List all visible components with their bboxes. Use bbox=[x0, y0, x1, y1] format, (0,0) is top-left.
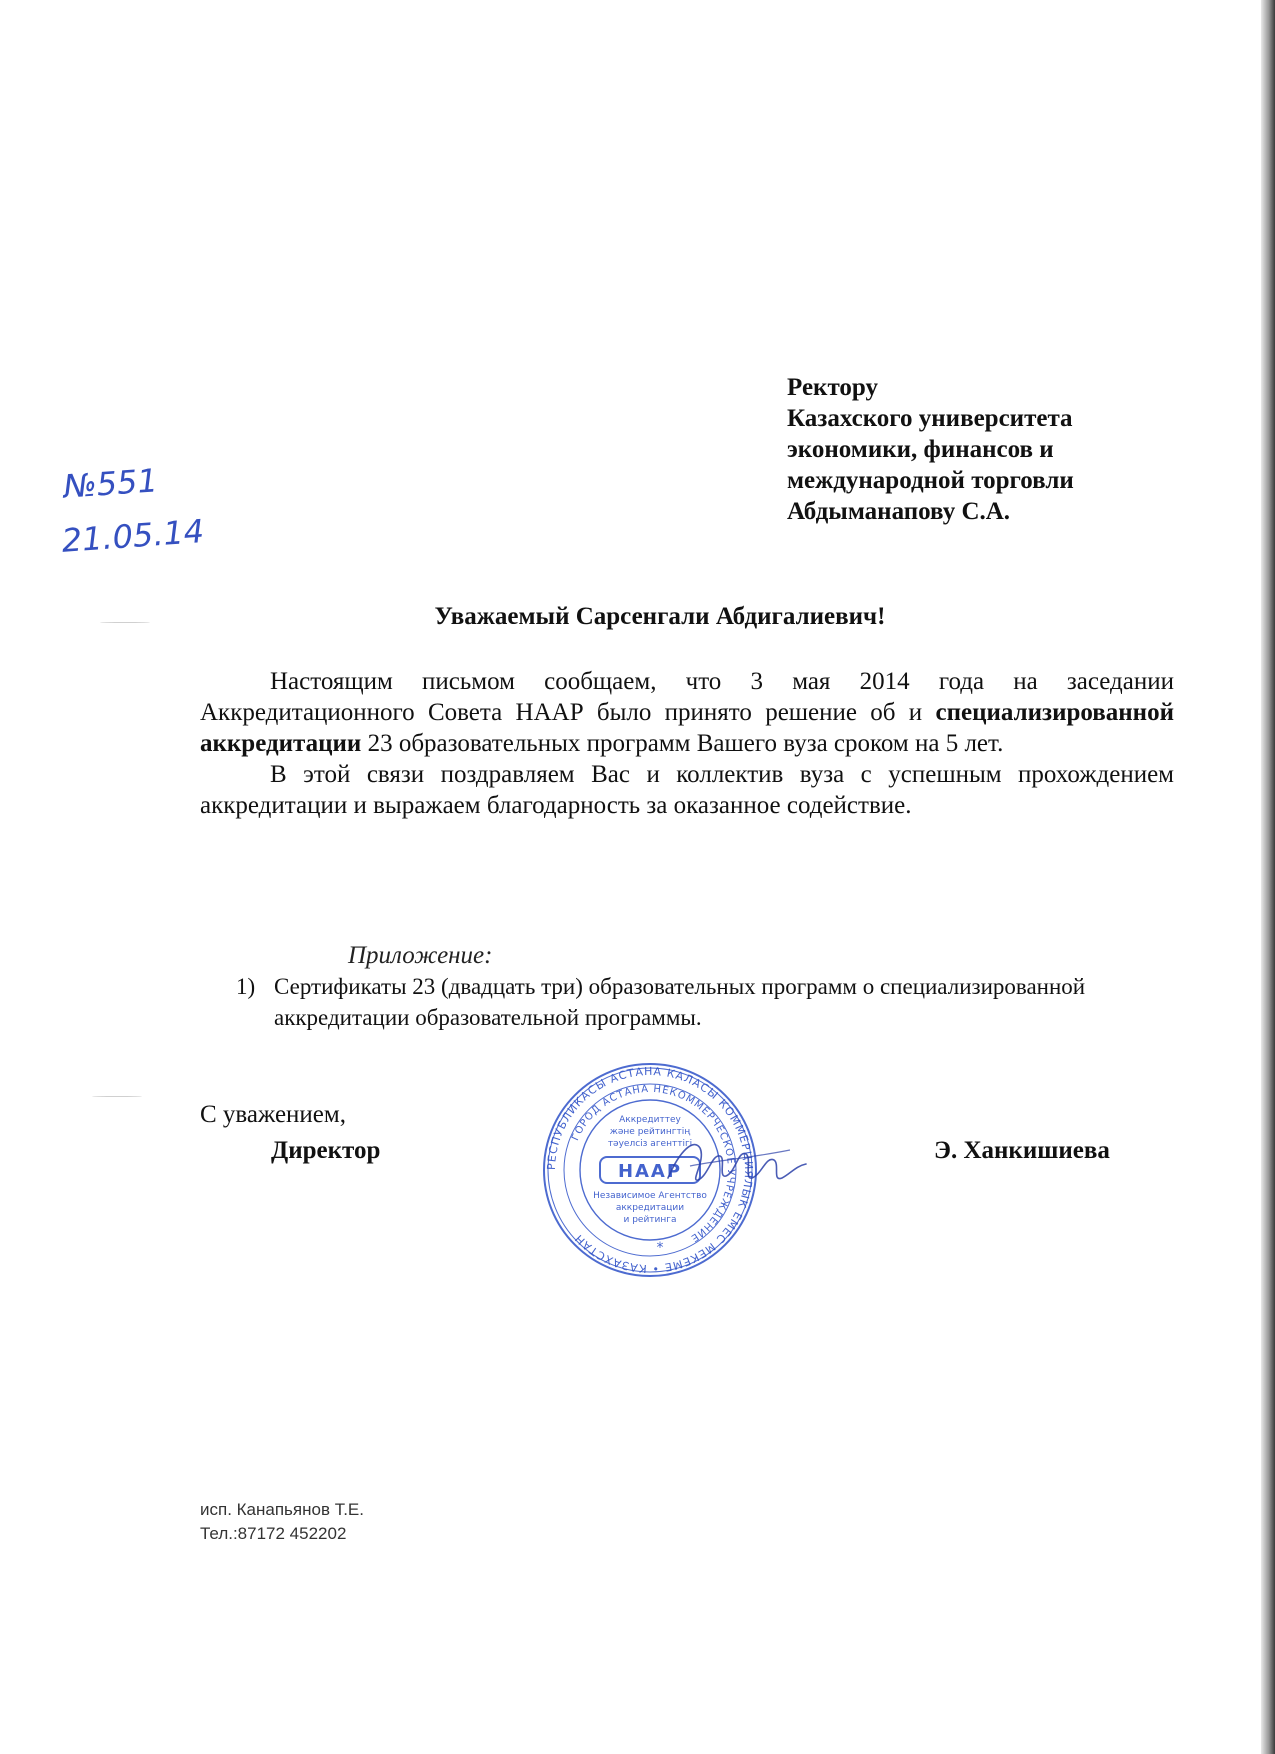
executor-info bbox=[200, 1498, 364, 1546]
stamp-outer-text: РЕСПУБЛИКАСЫ АСТАНА КАЛАСЫ КОММЕРЦИЯЛЫК ЕМЕС МЕКЕМЕ • КАЗАХСТАН bbox=[544, 1064, 756, 1276]
stamp-kz-name-3: тәуелсіз агенттігі bbox=[607, 1139, 693, 1149]
scan-artifact bbox=[92, 1096, 142, 1097]
signature bbox=[660, 1120, 810, 1200]
addressee-line: международной торговли bbox=[787, 467, 1074, 494]
paragraph-1-emphasis: специализированной аккредитации bbox=[200, 699, 1174, 757]
stamp-inner-text: ГОРОД АСТАНА НЕКОММЕРЧЕСКОЕ УЧРЕЖДЕНИЕ bbox=[570, 1083, 737, 1244]
paragraph-1 bbox=[200, 666, 1174, 759]
addressee-line: Казахского университета bbox=[787, 405, 1073, 432]
salutation: Уважаемый Сарсенгали Абдигалиевич! bbox=[434, 603, 886, 630]
stamp-ru-name-3: и рейтинга bbox=[623, 1215, 677, 1225]
closing-regards: С уважением, bbox=[200, 1101, 346, 1128]
stamp-ru-name-2: аккредитации bbox=[615, 1203, 685, 1213]
executor-name: исп. Канапьянов Т.Е. bbox=[200, 1500, 364, 1519]
handwritten-number: №551 bbox=[62, 461, 159, 506]
stamp-ru-name-1: Независимое Агентство bbox=[593, 1191, 707, 1201]
appendix-item bbox=[236, 971, 1096, 1033]
executor-phone: Тел.:87172 452202 bbox=[200, 1524, 347, 1543]
stamp-abbreviation: НААР bbox=[617, 1161, 683, 1182]
handwritten-registration-note bbox=[58, 452, 238, 562]
addressee-block bbox=[787, 372, 1074, 527]
appendix-title: Приложение: bbox=[348, 942, 493, 969]
appendix-item-text: Сертификаты 23 (двадцать три) образовательных программ о специализированной аккредитации образовательной программы. bbox=[274, 974, 1086, 1030]
paragraph-2: В этой связи поздравляем Вас и коллектив вуза с успешным прохождением аккредитации и выражаем благодарность за оказанное содействие. bbox=[200, 761, 1174, 819]
scan-page-edge bbox=[1261, 0, 1275, 1754]
handwritten-date: 21.05.14 bbox=[60, 512, 206, 560]
paragraph-1-start: Настоящим письмом сообщаем, что 3 мая 2014 года на заседании Аккредитационного Совета НААР было принято решение об и bbox=[200, 668, 1174, 726]
addressee-line: Ректору bbox=[787, 374, 878, 401]
director-title: Директор bbox=[271, 1137, 381, 1164]
stamp-kz-name-2: және рейтингтің bbox=[609, 1127, 691, 1137]
stamp-kz-name-1: Аккредиттеу bbox=[619, 1115, 681, 1125]
director-name: Э. Ханкишиева bbox=[934, 1137, 1110, 1164]
scan-artifact bbox=[100, 622, 150, 623]
addressee-line: экономики, финансов и bbox=[787, 436, 1054, 463]
paragraph-1-end: 23 образовательных программ Вашего вуза сроком на 5 лет. bbox=[361, 730, 1004, 757]
appendix-item-number: 1) bbox=[236, 974, 256, 999]
addressee-line: Абдыманапову С.А. bbox=[787, 498, 1011, 525]
appendix-list bbox=[236, 971, 1096, 1033]
letter-body bbox=[200, 666, 1174, 821]
stamp-star: * bbox=[656, 1240, 664, 1256]
